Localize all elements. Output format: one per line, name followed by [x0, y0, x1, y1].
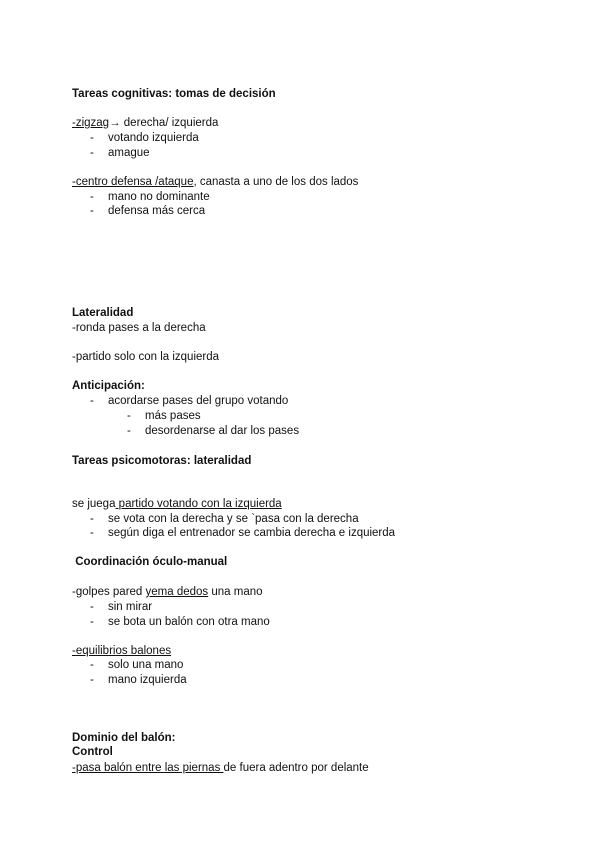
list-item: se bota un balón con otra mano — [108, 616, 270, 628]
centro-underlined: -centro defensa /ataque — [72, 176, 194, 188]
centro-text: , canasta a uno de los dos lados — [193, 176, 359, 188]
list-item: según diga el entrenador se cambia derecha e izquierda — [108, 527, 396, 539]
sub-list-item: desordenarse al dar los pases — [145, 425, 300, 437]
heading-tareas-cognitivas: Tareas cognitivas: tomas de decisión — [72, 88, 276, 100]
bullet-dash: - — [90, 674, 94, 686]
sub-list-item: más pases — [145, 410, 201, 422]
lateralidad-line-1: -ronda pases a la derecha — [72, 322, 206, 334]
bullet-dash: - — [90, 616, 94, 628]
golpes-underlined: yema dedos — [145, 586, 209, 598]
pasa-line — [72, 761, 369, 775]
bullet-dash: - — [90, 601, 94, 613]
bullet-dash: - — [90, 395, 94, 407]
sub-bullet-dash: - — [127, 410, 131, 422]
bullet-dash: - — [90, 527, 94, 539]
bullet-dash: - — [90, 132, 94, 144]
sub-bullet-dash: - — [127, 425, 131, 437]
centro-line — [72, 175, 358, 189]
list-item: se vota con la derecha y se `pasa con la derecha — [108, 513, 359, 525]
bullet-dash: - — [90, 659, 94, 671]
list-item: defensa más cerca — [108, 205, 206, 217]
list-item: votando izquierda — [108, 132, 199, 144]
juega-text: se juega — [72, 498, 116, 510]
equilibrios-line: -equilibrios balones — [72, 645, 172, 657]
pasa-underlined: -pasa balón entre las piernas — [72, 762, 224, 774]
zigzag-line — [72, 116, 218, 130]
bullet-dash: - — [90, 191, 94, 203]
golpes-text: -golpes pared — [72, 586, 146, 598]
lateralidad-line-2: -partido solo con la izquierda — [72, 351, 220, 363]
list-item: amague — [108, 147, 150, 159]
bullet-dash: - — [90, 205, 94, 217]
bullet-dash: - — [90, 513, 94, 525]
golpes-text-end: una mano — [208, 586, 263, 598]
heading-anticipacion: Anticipación: — [72, 380, 145, 392]
zigzag-underlined: -zigzag — [72, 117, 110, 129]
bullet-dash: - — [90, 147, 94, 159]
juega-line — [72, 497, 282, 511]
pasa-text: de fuera adentro por delante — [223, 762, 369, 774]
list-item: solo una mano — [108, 659, 184, 671]
heading-tareas-psicomotoras: Tareas psicomotoras: lateralidad — [72, 455, 252, 467]
list-item: acordarse pases del grupo votando — [108, 395, 289, 407]
list-item: mano izquierda — [108, 674, 187, 686]
heading-dominio-balon: Dominio del balón: — [72, 732, 176, 744]
juega-underlined: partido votando con la izquierda — [115, 498, 282, 510]
golpes-line — [72, 585, 263, 599]
heading-lateralidad: Lateralidad — [72, 307, 134, 319]
zigzag-text: → derecha/ izquierda — [109, 117, 219, 129]
list-item: mano no dominante — [108, 191, 210, 203]
heading-control: Control — [72, 746, 113, 758]
heading-coordinacion: Coordinación óculo-manual — [72, 556, 228, 568]
list-item: sin mirar — [108, 601, 153, 613]
